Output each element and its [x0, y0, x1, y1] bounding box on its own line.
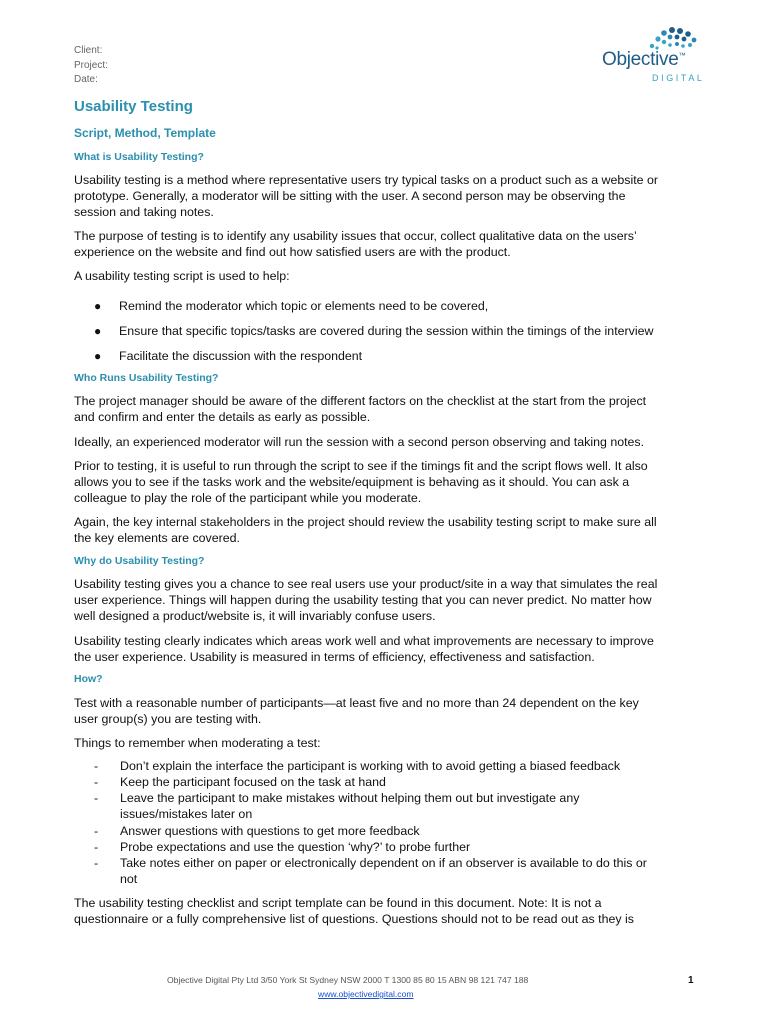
objective-digital-logo	[600, 26, 705, 88]
who-paragraph-2	[74, 434, 694, 450]
text-line: Prior to testing, it is useful to run through the script to see if the timings fit and the script flows well. It also	[74, 459, 648, 473]
logo-name: Objective	[602, 49, 679, 70]
text-line: user group(s) you are testing with.	[74, 712, 262, 726]
heading-why: Why do Usability Testing?	[74, 555, 205, 567]
what-paragraph-2	[74, 228, 694, 260]
logo-trademark: ™	[678, 52, 686, 60]
text-line: the user experience. Usability is measured in terms of efficiency, effectiveness and satisfaction.	[74, 650, 595, 664]
how-paragraph-2: Things to remember when moderating a test:	[74, 736, 321, 750]
who-paragraph-4	[74, 514, 694, 546]
text-line: The project manager should be aware of the different factors on the checklist at the start from the project	[74, 394, 647, 408]
bullet-text: Remind the moderator which topic or elements need to be covered,	[119, 299, 489, 313]
heading-how: How?	[74, 673, 103, 685]
text-line: Again, the key internal stakeholders in the project should review the usability testing script to make sure all	[74, 515, 657, 529]
document-meta	[74, 44, 108, 88]
dash-marker: -	[94, 840, 99, 854]
dash-text: Leave the participant to make mistakes without helping them out but investigate any	[120, 791, 580, 805]
text-line: Test with a reasonable number of participants—at least five and no more than 24 dependent on the key	[74, 696, 639, 710]
page-number: 1	[688, 975, 694, 986]
page-title: Usability Testing	[74, 98, 193, 115]
how-paragraph-3	[74, 895, 694, 927]
text-line: the key elements are covered.	[74, 531, 240, 545]
what-paragraph-1	[74, 172, 694, 220]
text-line: colleague to play the role of the participant while you moderate.	[74, 491, 422, 505]
dash-text: Keep the participant focused on the task at hand	[120, 775, 386, 789]
text-line: The purpose of testing is to identify any usability issues that occur, collect qualitative data on the users’	[74, 229, 637, 243]
text-line: user experience. Things will happen during the usability testing that you can never predict. No matter how	[74, 593, 652, 607]
dash-marker: -	[94, 759, 99, 773]
bullet-item	[94, 298, 488, 314]
text-line: Ideally, an experienced moderator will run the session with a second person observing and taking notes.	[74, 435, 645, 449]
dash-text: issues/mistakes later on	[120, 807, 253, 821]
heading-what: What is Usability Testing?	[74, 151, 204, 163]
dash-marker: -	[94, 824, 99, 838]
bullet-item	[94, 323, 653, 339]
why-paragraph-2	[74, 633, 694, 665]
bullet-icon: ●	[94, 324, 102, 338]
dash-text: Probe expectations and use the question ‘why?’ to probe further	[120, 840, 471, 854]
who-paragraph-3	[74, 458, 694, 506]
dash-text: Don’t explain the interface the participant is working with to avoid getting a biased feedback	[120, 759, 621, 773]
text-line: questionnaire or a fully comprehensive list of questions. Questions should not to be read out as they is	[74, 912, 634, 926]
footer-company-info: Objective Digital Pty Ltd 3/50 York St Sydney NSW 2000 T 1300 85 80 15 ABN 98 121 747 188	[167, 975, 529, 985]
project-label: Project:	[74, 59, 108, 71]
who-paragraph-1	[74, 393, 694, 425]
text-line: Usability testing is a method where representative users try typical tasks on a product such as a website or	[74, 173, 659, 187]
text-line: Usability testing clearly indicates which areas work well and what improvements are necessary to improve	[74, 634, 654, 648]
text-line: experience on the website and find out how satisfied users are with the product.	[74, 245, 511, 259]
bullet-icon: ●	[94, 299, 102, 313]
why-paragraph-1	[74, 576, 694, 624]
text-line: and confirm and enter the details as early as possible.	[74, 410, 371, 424]
heading-who: Who Runs Usability Testing?	[74, 372, 219, 384]
date-label: Date:	[74, 74, 98, 85]
footer-website-link[interactable]: www.objectivedigital.com	[318, 989, 414, 999]
logo-sub: DIGITAL	[652, 73, 705, 83]
bullet-item	[94, 348, 362, 364]
bullet-icon: ●	[94, 349, 102, 363]
text-line: The usability testing checklist and script template can be found in this document. Note: It is not a	[74, 896, 602, 910]
text-line: well designed a product/website is, it will invariably confuse users.	[74, 609, 436, 623]
client-label: Client:	[74, 45, 103, 56]
dash-text: not	[120, 872, 138, 886]
page-subtitle: Script, Method, Template	[74, 126, 216, 140]
how-paragraph-1	[74, 695, 694, 727]
dash-marker: -	[94, 775, 99, 789]
dash-text: Take notes either on paper or electronically dependent on if an observer is available to do this or	[120, 856, 647, 870]
dash-marker: -	[94, 856, 99, 870]
dash-text: Answer questions with questions to get more feedback	[120, 824, 420, 838]
text-line: allows you to see if the tasks work and the website/equipment is behaving as it should. You can ask a	[74, 475, 630, 489]
text-line: session and taking notes.	[74, 205, 214, 219]
dash-marker: -	[94, 791, 99, 805]
text-line: prototype. Generally, a moderator will be sitting with the user. A second person may be observing the	[74, 189, 626, 203]
text-line: Usability testing gives you a chance to see real users use your product/site in a way that simulates the real	[74, 577, 658, 591]
bullet-text: Facilitate the discussion with the respondent	[119, 349, 363, 363]
what-paragraph-3: A usability testing script is used to help:	[74, 269, 290, 283]
bullet-text: Ensure that specific topics/tasks are covered during the session within the timings of the interview	[119, 324, 654, 338]
